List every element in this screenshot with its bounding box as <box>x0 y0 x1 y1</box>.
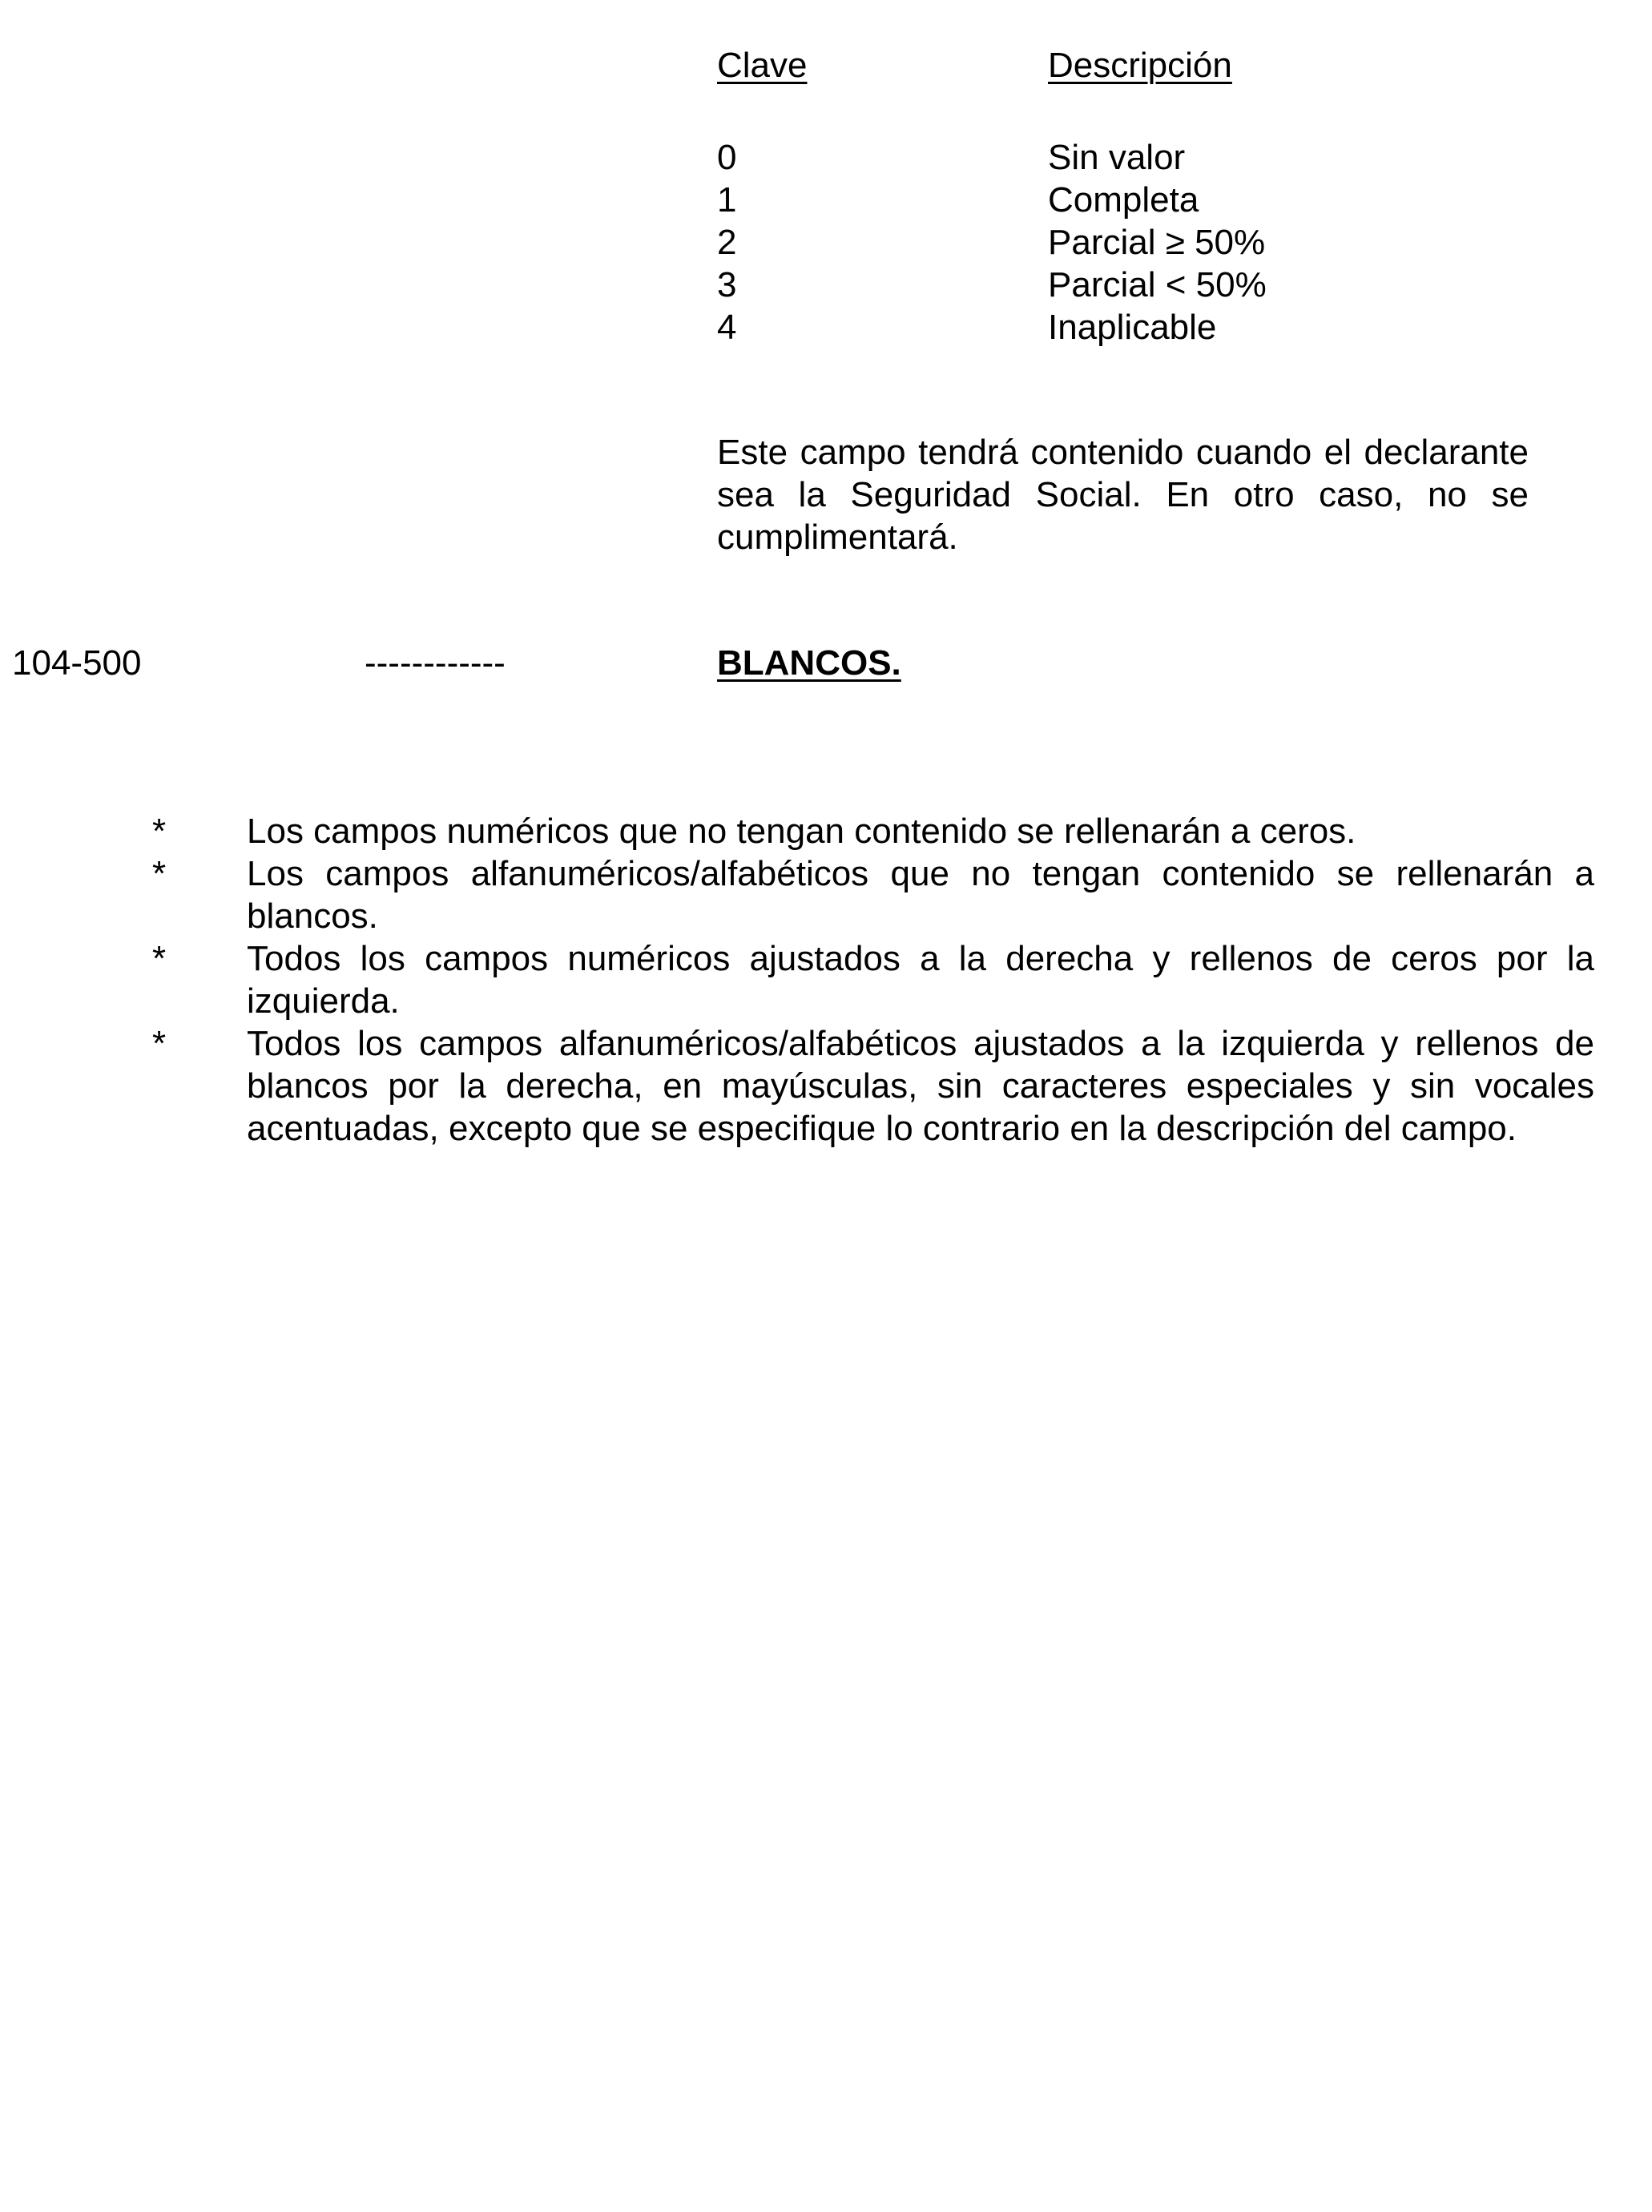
asterisk-bullet-icon: * <box>152 812 167 851</box>
key-code: 1 <box>717 180 737 220</box>
key-description: Inaplicable <box>1048 308 1217 347</box>
note-item <box>152 1022 1594 1150</box>
asterisk-bullet-icon: * <box>152 1024 167 1063</box>
note-item <box>152 937 1594 1022</box>
note-item <box>152 810 1594 852</box>
key-description: Parcial < 50% <box>1048 265 1267 304</box>
key-code: 3 <box>717 265 737 304</box>
asterisk-bullet-icon: * <box>152 939 167 978</box>
asterisk-bullet-icon: * <box>152 854 167 893</box>
key-description: Parcial ≥ 50% <box>1048 223 1266 262</box>
key-description: Sin valor <box>1048 138 1186 177</box>
general-notes-list <box>152 810 1594 1150</box>
note-item <box>152 852 1594 937</box>
key-code: 4 <box>717 308 737 347</box>
field-length: ------------ <box>365 643 506 683</box>
note-text: Todos los campos alfanuméricos/alfabéticos ajustados a la izquierda y rellenos de blancos por la derecha, en mayúsculas, sin caracteres especiales y sin vocales acentuadas, excepto que se especifique lo contrario en la descripción del campo. <box>247 1024 1594 1148</box>
field-note-paragraph: Este campo tendrá contenido cuando el declarante sea la Seguridad Social. En otro caso, no se cumplimentará. <box>717 433 1529 557</box>
note-text: Los campos numéricos que no tengan contenido se rellenarán a ceros. <box>247 812 1356 851</box>
field-name: BLANCOS. <box>717 643 901 683</box>
key-table-header-code: Clave <box>717 46 808 85</box>
note-text: Los campos alfanuméricos/alfabéticos que no tengan contenido se rellenarán a blancos. <box>247 854 1594 936</box>
key-table-header-description: Descripción <box>1048 46 1232 85</box>
key-code: 0 <box>717 138 737 177</box>
field-position: 104-500 <box>12 643 142 683</box>
key-code: 2 <box>717 223 737 262</box>
key-description: Completa <box>1048 180 1199 220</box>
note-text: Todos los campos numéricos ajustados a la derecha y rellenos de ceros por la izquierda. <box>247 939 1594 1021</box>
